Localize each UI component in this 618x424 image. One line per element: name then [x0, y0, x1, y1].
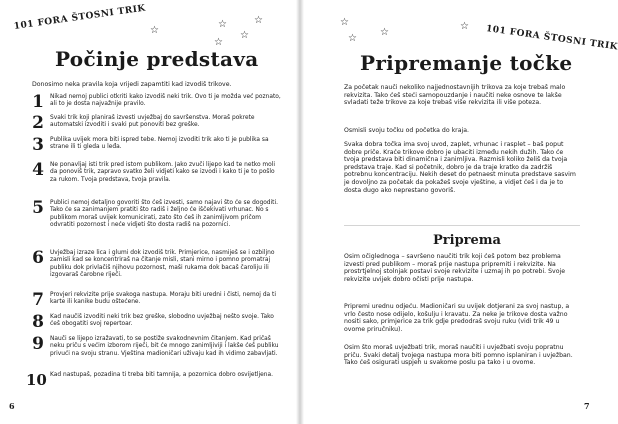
list-item: [30, 335, 280, 371]
running-head: 101 FORA ŠTOSNI TRIK: [485, 24, 618, 53]
step-text: Svaki trik koji planiraš izvesti uvježbaj do savršenstva. Moraš pokrete automatski izvoditi i svaki put ponoviti bez greške.: [50, 115, 255, 129]
paragraph: Osmisli svoju točku od početka do kraja.: [344, 127, 469, 134]
star-icon: ☆: [150, 25, 159, 36]
right-page: [300, 0, 618, 424]
page-title: Počinje predstava: [55, 47, 259, 71]
paragraph: Za početak nauči nekoliko najjednostavnijih trikova za koje trebaš malo rekvizita. Tako ćeš steći samopouzdanje i naučiti neke osnove te lakše svladati teže trikove za koje trebaš više rekvizita ili više poteza.: [344, 84, 566, 107]
list-item: [26, 371, 280, 391]
list-item: [30, 313, 280, 335]
paragraph: Svaka dobra točka ima svoj uvod, zaplet, vrhunac i rasplet – baš poput dobre priče. Kraće trikove dobro je ubaciti između nekih dužih. Tako će tvoja predstava biti dinamična i zanimljiva. Razmisli koliko želiš da tvoja predstava traje. Kad si početnik, dobro je da traje kratko da zadržiš potrebnu koncentraciju. Nekih deset do petnaest minuta predstave sasvim je dovoljno za početak da pokažeš svoje vještine, a vidjet ćeš i da je to dosta dugo ako neprestano govoriš.: [344, 141, 576, 194]
step-text: Publika uvijek mora biti ispred tebe. Nemoj izvoditi trik ako ti je publika sa strane ili ti gleda u leđa.: [50, 137, 269, 151]
intro-text: Donosimo neka pravila koja vrijedi zapamtiti kad izvodiš trikove.: [32, 81, 232, 88]
star-icon: ☆: [214, 37, 223, 48]
step-text: Kad nastupaš, pozadina ti treba biti tamnija, a pozornica dobro osvijetljena.: [50, 372, 273, 378]
star-icon: ☆: [380, 27, 389, 38]
step-text: Uvježbaj izraze lica i glumi dok izvodiš trik. Primjerice, nasmiješ se i ozbiljno zamisli kad se koncentriraš na čitanje misli, stani mirno i pomno promatraj publiku dok privlačiš njihovu pozornost, maši rukama dok bacaš čaroliju ili izgovaraš čarobne riječi.: [50, 250, 275, 278]
step-number: 4: [32, 160, 44, 180]
page-number: 7: [584, 401, 590, 411]
star-icon: ☆: [240, 30, 249, 41]
list-item: [30, 161, 280, 199]
list-item: [30, 136, 280, 161]
section-heading: Priprema: [433, 233, 501, 248]
step-text: Kad naučiš izvoditi neki trik bez greške, slobodno uvježbaj nešto svoje. Tako ćeš obogatiti svoj repertoar.: [50, 314, 274, 328]
step-number: 1: [32, 92, 44, 112]
step-text: Ne ponavljaj isti trik pred istom publikom. Jako zvuči lijepo kad te netko moli da ponoviš trik, zapravo svatko želi vidjeti kako se izvodi i kako ti je to pošlo za rukom. Tvoja predstava, tvoja pravila.: [50, 162, 276, 183]
paragraph: Pripremi urednu odjeću. Madioničari su uvijek dotjerani za svoj nastup, a vrlo često nose odijelo, košulju i kravatu. Za neke je trikove dosta važno nositi sako, primjerice za trik gdje predodraš svoju ruku (vidi trik 49 u ovome priručniku).: [344, 303, 570, 333]
section-divider: [344, 225, 580, 226]
star-icon: ☆: [460, 21, 469, 32]
list-item: [30, 93, 280, 114]
list-item: [30, 199, 280, 249]
running-head: 101 FORA ŠTOSNI TRIK: [13, 3, 147, 32]
page-title: Pripremanje točke: [360, 51, 573, 75]
step-text: Publici nemoj detaljno govoriti što ćeš izvesti, samo najavi što će se dogoditi. Tako će sa zanimanjem pratiti što radiš i željno će iščekivati vrhunac. No s publikom moraš uvijek komunicirati, zato što ćeš ih zanimljivom pričom odvratiti pozornost i neće vidjeti što dosta radiš na pozornici.: [50, 200, 279, 228]
steps-list: [26, 92, 281, 391]
list-item: [30, 249, 280, 291]
star-icon: ☆: [340, 17, 349, 28]
list-item: [30, 114, 280, 136]
page-number: 6: [9, 401, 15, 411]
star-icon: ☆: [254, 15, 263, 26]
step-number: 5: [32, 198, 44, 218]
star-icon: ☆: [348, 33, 357, 44]
star-icon: ☆: [218, 19, 227, 30]
step-text: Nauči se lijepo izražavati, to se postiže svakodnevnim čitanjem. Kad pričaš neku priču s većim izborom riječi, bit će mnogo zanimljiviji i lakše ćeš publiku privući na svoju stranu. Vještina madioničari uživaju kad ih vidimo zabavljati.: [50, 336, 279, 357]
step-text: Nikad nemoj publici otkriti kako izvodiš neki trik. Ovo ti je možda već poznato, ali to je dosta najvažnije pravilo.: [50, 94, 281, 108]
left-page: [0, 0, 300, 424]
step-text: Provjeri rekvizite prije svakoga nastupa. Moraju biti uredni i čisti, nemoj da ti karte ili kanike budu oštećene.: [50, 292, 276, 306]
step-number: 7: [32, 290, 44, 310]
step-number: 3: [32, 135, 44, 155]
step-number: 6: [32, 248, 44, 268]
step-number: 9: [32, 334, 44, 354]
list-item: [30, 291, 280, 313]
step-number: 2: [32, 113, 44, 133]
paragraph: Osim što moraš uvježbati trik, moraš naučiti i uvježbati svoju popratnu priču. Svaki detalj tvojega nastupa mora biti pomno isplaniran i uvježban. Tako ćeš osigurati uspjeh u svakome poslu pa tako i u ovome.: [344, 344, 573, 367]
step-number: 8: [32, 312, 44, 332]
paragraph: Osim očiglednoga – savršeno naučiti trik koji ćeš potom bez problema izvesti pred publikom – moraš prije nastupa pripremiti i rekvizite. Na prostrtjelnoj stolnjak postavi svoje rekvizite i uzmaj ih po potrebi. Svoje rekvizite uvijek dobro očisti prije nastupa.: [344, 253, 566, 283]
step-number: 10: [26, 371, 47, 389]
